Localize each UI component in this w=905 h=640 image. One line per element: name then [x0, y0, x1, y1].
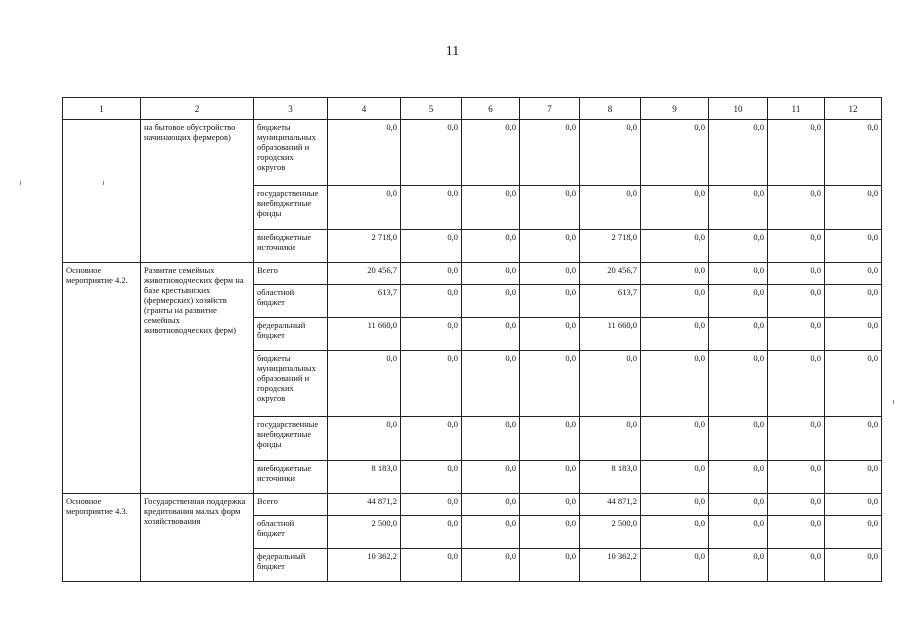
value-cell: 0,0 — [825, 417, 882, 461]
value-cell: 0,0 — [520, 285, 580, 318]
value-cell: 0,0 — [768, 516, 825, 549]
value-cell: 0,0 — [520, 417, 580, 461]
budget-table — [62, 97, 882, 582]
value-cell: 0,0 — [401, 186, 462, 230]
value-cell: 0,0 — [462, 263, 520, 285]
funding-source-cell: Всего — [254, 263, 328, 285]
value-cell: 0,0 — [520, 318, 580, 351]
description-cell: Государственная поддержка кредитования малых форм хозяйствования — [141, 494, 254, 582]
value-cell: 0,0 — [709, 230, 768, 263]
value-cell: 11 660,0 — [580, 318, 641, 351]
value-cell: 0,0 — [768, 263, 825, 285]
value-cell: 0,0 — [709, 186, 768, 230]
page-number: 11 — [445, 44, 460, 59]
value-cell: 0,0 — [520, 351, 580, 417]
value-cell: 0,0 — [641, 494, 709, 516]
value-cell: 44 871,2 — [580, 494, 641, 516]
value-cell: 0,0 — [825, 461, 882, 494]
value-cell: 0,0 — [825, 549, 882, 582]
value-cell: 0,0 — [768, 186, 825, 230]
value-cell: 11 660,0 — [328, 318, 401, 351]
column-header: 11 — [768, 98, 825, 120]
value-cell: 0,0 — [709, 516, 768, 549]
funding-source-cell: бюджеты муниципальных образований и городских округов — [254, 351, 328, 417]
value-cell: 0,0 — [401, 285, 462, 318]
value-cell: 0,0 — [462, 549, 520, 582]
value-cell: 0,0 — [641, 285, 709, 318]
value-cell: 0,0 — [641, 516, 709, 549]
column-header: 7 — [520, 98, 580, 120]
value-cell: 0,0 — [462, 318, 520, 351]
value-cell: 2 500,0 — [580, 516, 641, 549]
value-cell: 0,0 — [641, 230, 709, 263]
value-cell: 0,0 — [462, 285, 520, 318]
funding-source-cell: областной бюджет — [254, 285, 328, 318]
scan-speck — [893, 400, 894, 404]
value-cell: 0,0 — [520, 461, 580, 494]
value-cell: 0,0 — [768, 230, 825, 263]
value-cell: 0,0 — [520, 186, 580, 230]
scan-speck — [20, 181, 21, 185]
description-cell: Развитие семейных животноводческих ферм на базе крестьянских (фермерских) хозяйств (гранты на развитие семейных животноводческих ферм) — [141, 263, 254, 494]
value-cell: 0,0 — [641, 263, 709, 285]
value-cell: 0,0 — [580, 186, 641, 230]
value-cell: 0,0 — [768, 318, 825, 351]
value-cell: 0,0 — [580, 351, 641, 417]
value-cell: 0,0 — [401, 494, 462, 516]
table-body — [63, 98, 882, 582]
value-cell: 0,0 — [825, 351, 882, 417]
funding-source-cell: государственные внебюджетные фонды — [254, 186, 328, 230]
funding-source-cell: внебюджетные источники — [254, 230, 328, 263]
funding-source-cell: областной бюджет — [254, 516, 328, 549]
description-cell: на бытовое обустройство начинающих фермеров) — [141, 120, 254, 263]
value-cell: 0,0 — [768, 549, 825, 582]
value-cell: 0,0 — [825, 230, 882, 263]
value-cell: 0,0 — [641, 549, 709, 582]
value-cell: 0,0 — [520, 230, 580, 263]
value-cell: 0,0 — [401, 549, 462, 582]
value-cell: 0,0 — [709, 494, 768, 516]
value-cell: 2 718,0 — [328, 230, 401, 263]
column-header: 2 — [141, 98, 254, 120]
value-cell: 0,0 — [520, 516, 580, 549]
value-cell: 2 718,0 — [580, 230, 641, 263]
value-cell: 0,0 — [520, 494, 580, 516]
value-cell: 0,0 — [641, 351, 709, 417]
value-cell: 20 456,7 — [328, 263, 401, 285]
funding-source-cell: федеральный бюджет — [254, 318, 328, 351]
value-cell: 0,0 — [520, 120, 580, 186]
column-header: 12 — [825, 98, 882, 120]
value-cell: 0,0 — [709, 285, 768, 318]
value-cell: 0,0 — [709, 351, 768, 417]
value-cell: 8 183,0 — [580, 461, 641, 494]
value-cell: 0,0 — [768, 120, 825, 186]
value-cell: 0,0 — [462, 120, 520, 186]
value-cell: 0,0 — [328, 120, 401, 186]
value-cell: 0,0 — [641, 318, 709, 351]
value-cell: 0,0 — [520, 549, 580, 582]
measure-cell: Основное мероприятие 4.2. — [63, 263, 141, 494]
value-cell: 0,0 — [401, 461, 462, 494]
value-cell: 0,0 — [709, 549, 768, 582]
value-cell: 0,0 — [401, 263, 462, 285]
value-cell: 10 362,2 — [580, 549, 641, 582]
value-cell: 20 456,7 — [580, 263, 641, 285]
value-cell: 0,0 — [401, 417, 462, 461]
value-cell: 0,0 — [462, 351, 520, 417]
value-cell: 0,0 — [641, 461, 709, 494]
value-cell: 0,0 — [462, 461, 520, 494]
value-cell: 0,0 — [328, 186, 401, 230]
value-cell: 0,0 — [462, 516, 520, 549]
value-cell: 0,0 — [709, 461, 768, 494]
value-cell: 0,0 — [462, 417, 520, 461]
table-row — [63, 263, 882, 285]
value-cell: 0,0 — [401, 120, 462, 186]
value-cell: 0,0 — [709, 263, 768, 285]
column-header: 10 — [709, 98, 768, 120]
value-cell: 0,0 — [328, 417, 401, 461]
value-cell: 44 871,2 — [328, 494, 401, 516]
column-header: 4 — [328, 98, 401, 120]
header-row — [63, 98, 882, 120]
value-cell: 0,0 — [825, 318, 882, 351]
value-cell: 8 183,0 — [328, 461, 401, 494]
value-cell: 0,0 — [768, 351, 825, 417]
value-cell: 0,0 — [825, 285, 882, 318]
value-cell: 0,0 — [401, 318, 462, 351]
value-cell: 0,0 — [462, 230, 520, 263]
value-cell: 0,0 — [328, 351, 401, 417]
value-cell: 0,0 — [462, 494, 520, 516]
value-cell: 10 362,2 — [328, 549, 401, 582]
value-cell: 0,0 — [768, 285, 825, 318]
measure-cell — [63, 120, 141, 263]
value-cell: 0,0 — [825, 494, 882, 516]
funding-source-cell: Всего — [254, 494, 328, 516]
funding-source-cell: внебюджетные источники — [254, 461, 328, 494]
funding-source-cell: государственные внебюджетные фонды — [254, 417, 328, 461]
value-cell: 0,0 — [825, 263, 882, 285]
funding-source-cell: бюджеты муниципальных образований и городских округов — [254, 120, 328, 186]
value-cell: 0,0 — [709, 417, 768, 461]
value-cell: 2 500,0 — [328, 516, 401, 549]
value-cell: 0,0 — [768, 417, 825, 461]
value-cell: 0,0 — [768, 461, 825, 494]
value-cell: 0,0 — [401, 351, 462, 417]
value-cell: 0,0 — [709, 318, 768, 351]
value-cell: 0,0 — [825, 120, 882, 186]
value-cell: 0,0 — [580, 417, 641, 461]
table-row — [63, 494, 882, 516]
value-cell: 0,0 — [709, 120, 768, 186]
value-cell: 0,0 — [462, 186, 520, 230]
value-cell: 0,0 — [580, 120, 641, 186]
table-row — [63, 120, 882, 186]
column-header: 8 — [580, 98, 641, 120]
value-cell: 0,0 — [641, 417, 709, 461]
value-cell: 0,0 — [825, 516, 882, 549]
value-cell: 613,7 — [328, 285, 401, 318]
column-header: 1 — [63, 98, 141, 120]
column-header: 6 — [462, 98, 520, 120]
value-cell: 0,0 — [641, 186, 709, 230]
measure-cell: Основное мероприятие 4.3. — [63, 494, 141, 582]
value-cell: 613,7 — [580, 285, 641, 318]
column-header: 9 — [641, 98, 709, 120]
value-cell: 0,0 — [520, 263, 580, 285]
value-cell: 0,0 — [825, 186, 882, 230]
value-cell: 0,0 — [641, 120, 709, 186]
column-header: 5 — [401, 98, 462, 120]
value-cell: 0,0 — [401, 516, 462, 549]
value-cell: 0,0 — [401, 230, 462, 263]
value-cell: 0,0 — [768, 494, 825, 516]
funding-source-cell: федеральный бюджет — [254, 549, 328, 582]
column-header: 3 — [254, 98, 328, 120]
